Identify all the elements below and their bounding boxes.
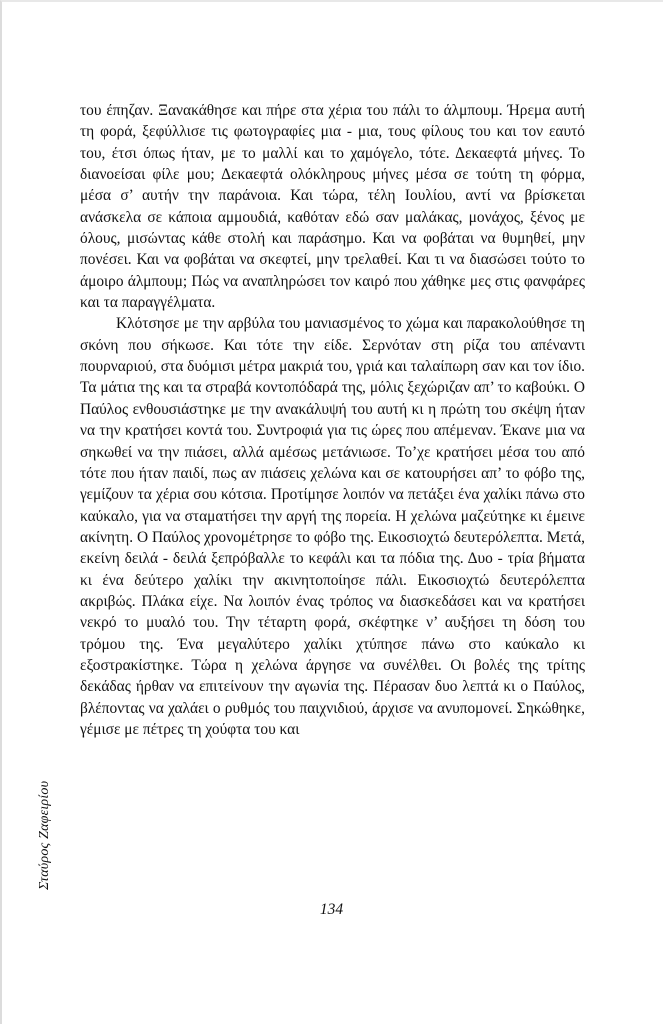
body-text: [80, 100, 585, 740]
running-head-author: Σταύρος Ζαφειρίου: [37, 780, 52, 890]
paragraph-tortoise: Κλότσησε με την αρβύλα του μανιασμένος το χώμα και παρακολούθησε τη σκόνη που σήκωσε. Και τότε την είδε. Σερνόταν στη ρίζα του απέναντι πουρναριού, στα δυόμισι μέτρα μακριά του, γριά και ταλαίπωρη σαν και τον ίδιο. Τα μάτια της και τα στραβά κοντοπόδαρά της, μόλις ξεχώριζαν απ’ το καβούκι. Ο Παύλος ενθουσιάστηκε με την ανακάλυψή του αυτή κι η πρώτη του σκέψη ήταν να την κρατήσει κοντά του. Συντροφιά για τις ώρες που απέμεναν. Έκανε μια να σηκωθεί να την πιάσει, αλλά αμέσως μετάνιωσε. Το’χε κρατήσει μέσα του από τότε που ήταν παιδί, πως αν πιάσεις χελώνα και σε κατουρήσει απ’ το φόβο της, γεμίζουν τα χέρια σου κότσια. Προτίμησε λοιπόν να πετάξει ένα χαλίκι πάνω στο καύκαλο, για να σταματήσει την αργή της πορεία. Η χελώνα μαζεύτηκε κι έμεινε ακίνητη. Ο Παύλος χρονομέτρησε το φόβο της. Εικοσιοχτώ δευτερόλεπτα. Μετά, εκείνη δειλά - δειλά ξεπρόβαλλε το κεφάλι και τα πόδια της. Δυο - τρία βήματα κι ένα δεύτερο χαλίκι την ακινητοποίησε πάλι. Εικοσιοχτώ δευτερόλεπτα ακριβώς. Πλάκα είχε. Να λοιπόν ένας τρόπος να διασκεδάσει και να κρατήσει νεκρό το μυαλό του. Την τέταρτη φορά, σκέφτηκε ν’ αυξήσει τη δόση του τρόμου της. Ένα μεγαλύτερο χαλίκι χτύπησε πάνω στο καύκαλο κι εξοστρακίστηκε. Τώρα η χελώνα άργησε να συνέλθει. Οι βολές της τρίτης δεκάδας ήρθαν να επιτείνουν την αγωνία της. Πέρασαν δυο λεπτά κι ο Παύλος, βλέποντας να χαλάει ο ρυθμός του παιχνιδιού, άρχισε να ανυπομονεί. Σηκώθηκε, γέμισε με πέτρες τη χούφτα του και: [80, 315, 585, 738]
paragraph-continuation: του έπηζαν. Ξανακάθησε και πήρε στα χέρια του πάλι το άλμπουμ. Ήρεμα αυτή τη φορά, ξεφύλλισε τις φωτογραφίες μια - μια, τους φίλους του και τον εαυτό του, έτσι όπως ήταν, με το μαλλί και το χαμόγελο, τότε. Δεκαεφτά μήνες. Το διανοείσαι φίλε μου; Δεκαεφτά ολόκληρους μήνες μέσα σε τούτη τη φόρμα, μέσα σ’ αυτήν την παράνοια. Και τώρα, τέλη Ιουλίου, αντί να βρίσκεται ανάσκελα σε κάποια αμμουδιά, καθόταν εδώ σαν μαλάκας, μονάχος, ξένος με όλους, μισώντας κάθε στολή και παράσημο. Και να φοβάται να θυμηθεί, μην πονέσει. Και να φοβάται να σκεφτεί, μην τρελαθεί. Και τι να διασώσει τούτο το άμοιρο άλμπουμ; Πώς να αναπληρώσει τον καιρό που χάθηκε μες στις φανφάρες και τα παραγγέλματα.: [80, 102, 585, 312]
page-number: 134: [319, 901, 344, 918]
